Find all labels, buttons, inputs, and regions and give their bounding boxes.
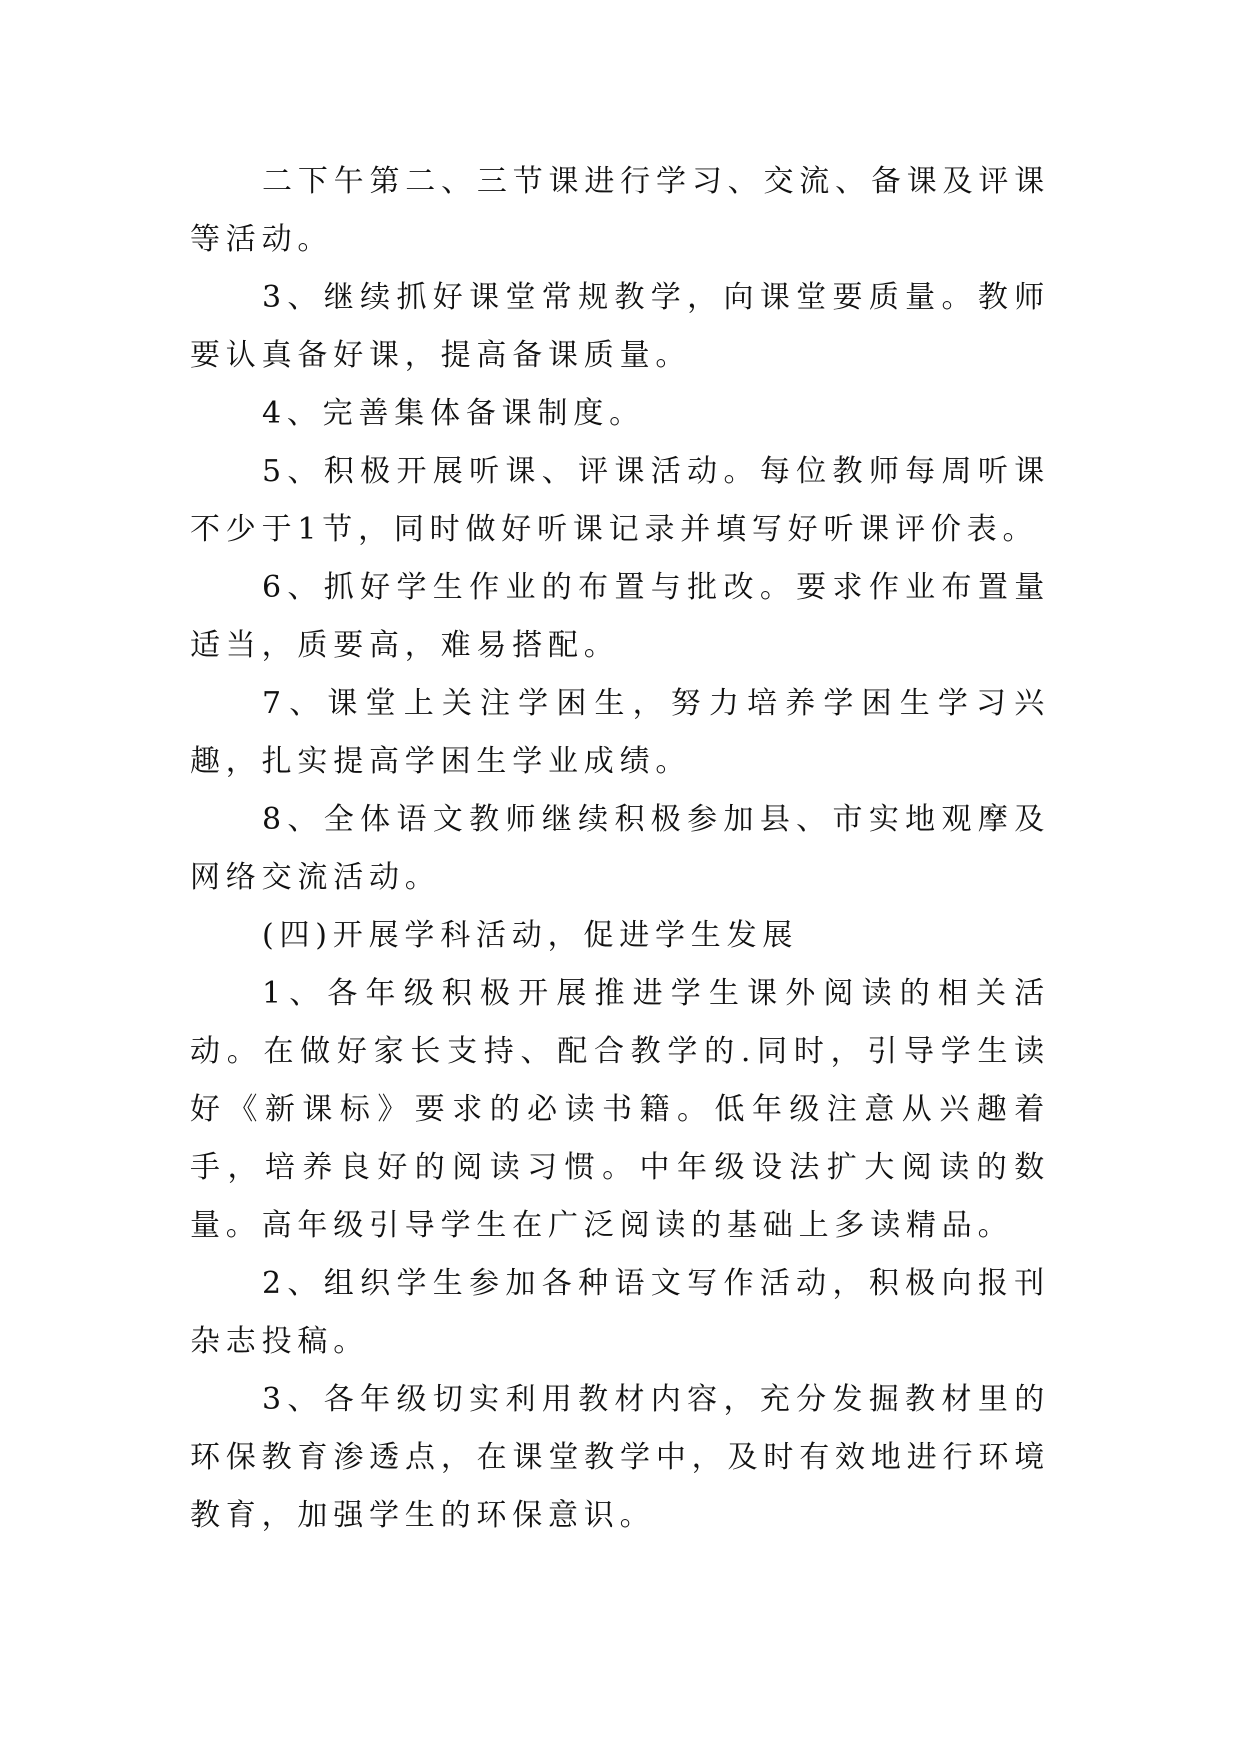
section-heading: (四)开展学科活动，促进学生发展 bbox=[262, 918, 799, 953]
paragraph-10: 3、各年级切实利用教材内容，充分发掘教材里的环保教育渗透点，在课堂教学中，及时有效地进行环境教育，加强学生的环保意识。 bbox=[190, 1382, 1050, 1533]
paragraph-7: 8、全体语文教师继续积极参加县、市实地观摩及网络交流活动。 bbox=[190, 802, 1050, 895]
paragraph-3: 4、完善集体备课制度。 bbox=[262, 396, 645, 431]
paragraph-5: 6、抓好学生作业的布置与批改。要求作业布置量适当，质要高，难易搭配。 bbox=[190, 570, 1050, 663]
document-body bbox=[190, 153, 1050, 1545]
paragraph-4: 5、积极开展听课、评课活动。每位教师每周听课不少于1节，同时做好听课记录并填写好听课评价表。 bbox=[190, 454, 1050, 547]
paragraph-8: 1、各年级积极开展推进学生课外阅读的相关活动。在做好家长支持、配合教学的.同时，引导学生读好《新课标》要求的必读书籍。低年级注意从兴趣着手，培养良好的阅读习惯。中年级设法扩大阅读的数量。高年级引导学生在广泛阅读的基础上多读精品。 bbox=[190, 976, 1050, 1243]
paragraph-6: 7、课堂上关注学困生，努力培养学困生学习兴趣，扎实提高学困生学业成绩。 bbox=[190, 686, 1050, 779]
paragraph-2: 3、继续抓好课堂常规教学，向课堂要质量。教师要认真备好课，提高备课质量。 bbox=[190, 280, 1050, 373]
paragraph-1: 二下午第二、三节课进行学习、交流、备课及评课等活动。 bbox=[190, 164, 1050, 257]
paragraph-9: 2、组织学生参加各种语文写作活动，积极向报刊杂志投稿。 bbox=[190, 1266, 1050, 1359]
